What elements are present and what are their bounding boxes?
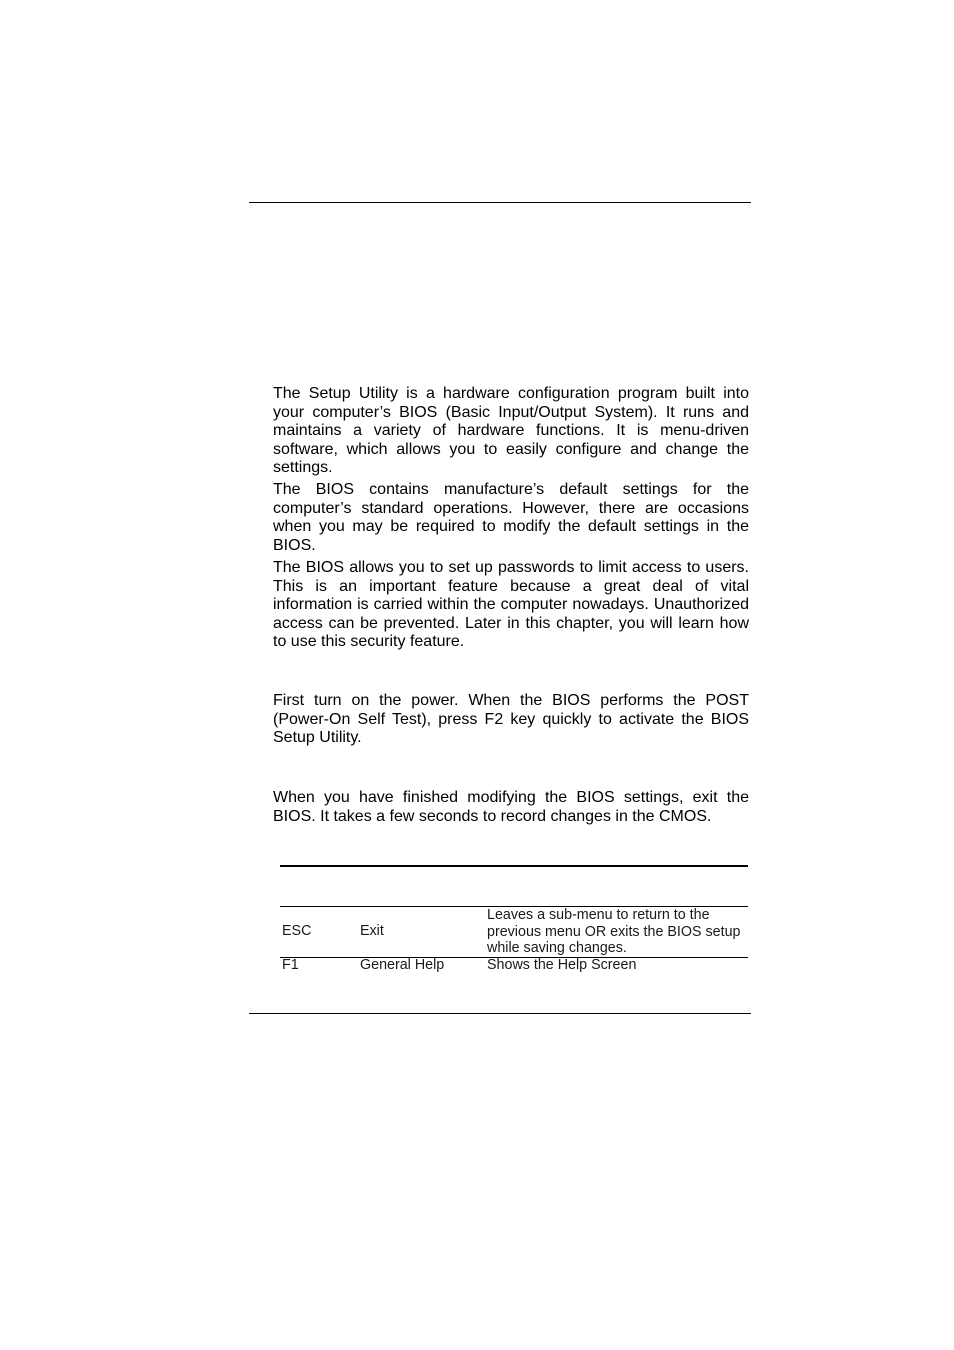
table-top-rule [280, 865, 748, 867]
paragraph-line: The BIOS contains manufacture’s default settings for the [273, 481, 749, 498]
paragraph-line: to use this security feature. [273, 633, 465, 650]
paragraph-line: The Setup Utility is a hardware configuration program built into [273, 385, 749, 402]
paragraph-setup-utility-intro [273, 385, 749, 478]
header-rule [249, 202, 751, 203]
table-cell-key: F1 [282, 957, 299, 973]
paragraph-passwords [273, 559, 749, 652]
footer-rule [249, 1013, 751, 1014]
paragraph-entering-setup [273, 692, 749, 748]
paragraph-line: This is an important feature because a great deal of vital [273, 577, 749, 595]
description-line: while saving changes. [487, 940, 627, 956]
paragraph-line: your computer’s BIOS (Basic Input/Output System). It runs and [273, 403, 749, 421]
table-cell-key: ESC [282, 923, 312, 939]
table-cell-description [487, 907, 741, 957]
paragraph-default-settings [273, 481, 749, 555]
paragraph-line: BIOS. [273, 536, 316, 554]
description-line: Leaves a sub-menu to return to the [487, 907, 710, 923]
paragraph-line: First turn on the power. When the BIOS performs the POST [273, 692, 749, 709]
paragraph-line: computer’s standard operations. However, there are occasions [273, 499, 749, 517]
paragraph-line: information is carried within the computer nowadays. Unauthorized [273, 596, 749, 613]
paragraph-line: Setup Utility. [273, 729, 362, 746]
paragraph-line: When you have finished modifying the BIOS settings, exit the [273, 789, 749, 806]
paragraph-exiting-setup [273, 789, 749, 826]
paragraph-line: BIOS. It takes a few seconds to record changes in the CMOS. [273, 807, 712, 825]
table-cell-function: General Help [360, 957, 445, 973]
paragraph-line: The BIOS allows you to set up passwords to limit access to users. [273, 559, 749, 576]
paragraph-line: software, which allows you to easily configure and change the [273, 440, 749, 458]
paragraph-line: access can be prevented. Later in this chapter, you will learn how [273, 614, 749, 632]
paragraph-line: (Power-On Self Test), press F2 key quickly to activate the BIOS [273, 710, 749, 728]
table-cell-function: Exit [360, 923, 384, 939]
table-cell-description [487, 957, 636, 974]
paragraph-line: settings. [273, 459, 333, 476]
paragraph-line: maintains a variety of hardware functions. It is menu-driven [273, 422, 749, 439]
description-line: Shows the Help Screen [487, 957, 637, 973]
paragraph-line: when you may be required to modify the default settings in the [273, 518, 749, 535]
description-line: previous menu OR exits the BIOS setup [487, 923, 741, 940]
